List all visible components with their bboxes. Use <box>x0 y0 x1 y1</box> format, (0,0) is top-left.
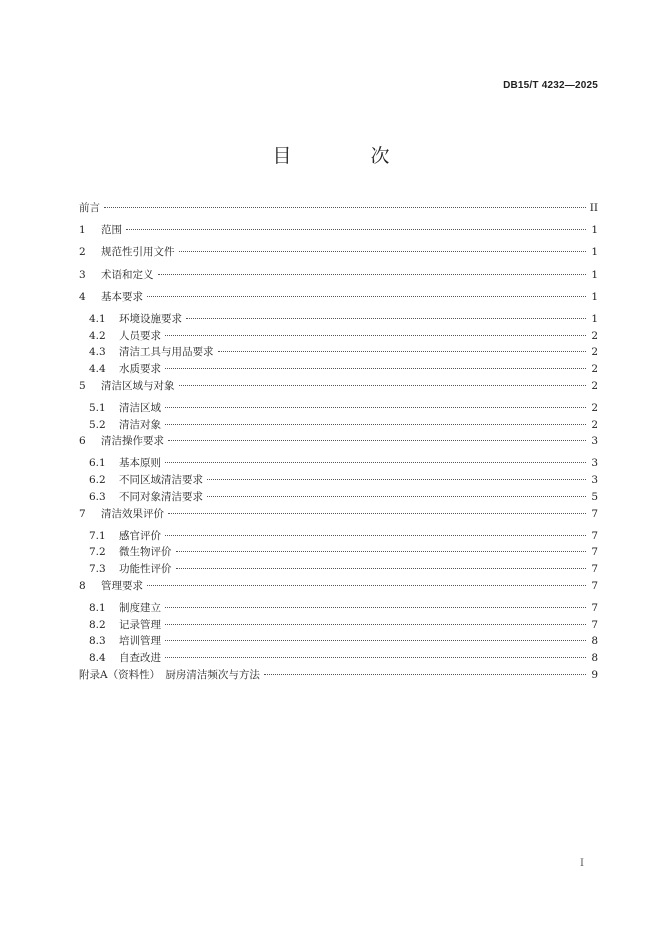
toc-entry-number: 7.3 <box>89 563 106 576</box>
toc-entry-number: 1 <box>79 224 86 237</box>
toc-entry-page: 3 <box>591 474 598 487</box>
toc-entry-title: 基本要求 <box>101 290 143 303</box>
toc-entry-title: 术语和定义 <box>101 268 154 281</box>
toc-entry[interactable] <box>79 267 598 289</box>
toc-entry-number: 7.1 <box>89 529 106 542</box>
toc-entry-title: 环境设施要求 <box>119 312 182 325</box>
toc-entry-title: 不同对象清洁要求 <box>119 490 203 503</box>
dot-leader <box>165 640 586 641</box>
toc-entry-title: 水质要求 <box>119 363 161 375</box>
toc-entry-number: 8.1 <box>89 601 106 614</box>
toc-entry-page: 7 <box>591 507 598 520</box>
toc-entry-number: 6.2 <box>89 474 106 487</box>
toc-entry-page: 5 <box>591 490 598 503</box>
toc-entry[interactable] <box>79 617 598 634</box>
toc-entry[interactable] <box>79 417 598 434</box>
toc-entry[interactable] <box>79 528 598 545</box>
toc-entry[interactable] <box>79 378 598 400</box>
toc-entry-title: 范围 <box>101 224 122 237</box>
toc-entry-title: 前言 <box>79 202 100 214</box>
toc-entry-title: 记录管理 <box>119 618 161 631</box>
toc-entry-number: 4.1 <box>89 312 106 325</box>
toc-entry[interactable] <box>79 244 598 266</box>
toc-entry-page: 2 <box>591 363 598 375</box>
toc-entry-page: 7 <box>591 529 598 542</box>
toc-entry-page: 1 <box>591 246 598 259</box>
dot-leader <box>165 462 586 463</box>
toc-entry-number: 8.2 <box>89 618 106 631</box>
dot-leader <box>165 624 586 625</box>
dot-leader <box>264 674 586 675</box>
toc-entry-number: 7.2 <box>89 546 106 559</box>
toc-entry-number: 5 <box>79 379 86 392</box>
dot-leader <box>126 229 586 230</box>
toc-entry-page: 2 <box>591 346 598 359</box>
dot-leader <box>165 657 586 658</box>
dot-leader <box>165 424 586 425</box>
toc-entry-page: 7 <box>591 618 598 631</box>
dot-leader <box>165 535 586 536</box>
dot-leader <box>168 440 586 441</box>
toc-entry-number: 8 <box>79 579 86 592</box>
toc-entry-number: 5.1 <box>89 401 106 414</box>
toc-entry[interactable] <box>79 489 598 506</box>
toc-entry-title: 不同区域清洁要求 <box>119 474 203 487</box>
toc-entry-number: 4.3 <box>89 346 106 359</box>
table-of-contents <box>79 200 598 689</box>
toc-entry-title: 清洁对象 <box>119 418 161 431</box>
toc-entry-page: II <box>589 202 598 214</box>
toc-entry-page: 7 <box>591 579 598 592</box>
dot-leader <box>176 568 587 569</box>
toc-entry-number: 6.3 <box>89 490 106 503</box>
toc-entry-page: 1 <box>591 290 598 303</box>
toc-entry-page: 2 <box>591 401 598 414</box>
toc-entry[interactable] <box>79 200 598 222</box>
dot-leader <box>218 351 587 352</box>
toc-entry[interactable] <box>79 311 598 328</box>
toc-entry[interactable] <box>79 361 598 378</box>
dot-leader <box>147 296 586 297</box>
toc-entry-number: 4 <box>79 290 86 303</box>
dot-leader <box>165 607 586 608</box>
toc-entry-page: 8 <box>591 652 598 664</box>
toc-entry-number: 6 <box>79 435 86 448</box>
dot-leader <box>207 479 586 480</box>
toc-entry-title: 清洁工具与用品要求 <box>119 346 214 359</box>
toc-entry-number: 6.1 <box>89 457 106 470</box>
toc-entry[interactable] <box>79 544 598 561</box>
toc-entry-page: 2 <box>591 418 598 431</box>
toc-entry-page: 2 <box>591 329 598 342</box>
toc-entry-number: 2 <box>79 246 86 259</box>
toc-entry-title: 微生物评价 <box>119 546 172 559</box>
page-number: I <box>580 858 584 869</box>
toc-entry-title: 附录A（资料性） 厨房清洁频次与方法 <box>79 668 260 681</box>
toc-entry[interactable] <box>79 455 598 472</box>
toc-entry[interactable] <box>79 506 598 528</box>
toc-entry-title: 管理要求 <box>101 579 143 592</box>
dot-leader <box>179 251 587 252</box>
dot-leader <box>104 207 586 208</box>
toc-entry-number: 8.4 <box>89 652 106 664</box>
toc-entry[interactable] <box>79 561 598 578</box>
toc-entry-page: 9 <box>591 668 598 681</box>
toc-entry[interactable] <box>79 222 598 244</box>
toc-entry-number: 3 <box>79 268 86 281</box>
toc-entry-title: 清洁操作要求 <box>101 435 164 448</box>
toc-entry-page: 7 <box>591 563 598 576</box>
toc-entry-page: 7 <box>591 601 598 614</box>
toc-entry-title: 功能性评价 <box>119 563 172 576</box>
toc-entry-page: 1 <box>591 312 598 325</box>
toc-entry-number: 7 <box>79 507 86 520</box>
dot-leader <box>186 318 586 319</box>
toc-entry-number: 5.2 <box>89 418 106 431</box>
toc-entry-title: 基本原则 <box>119 457 161 470</box>
toc-entry-page: 1 <box>591 268 598 281</box>
toc-entry-page: 8 <box>591 635 598 648</box>
toc-entry[interactable] <box>79 433 598 455</box>
dot-leader <box>165 407 586 408</box>
toc-entry-page: 3 <box>591 435 598 448</box>
dot-leader <box>176 551 587 552</box>
toc-entry-title: 人员要求 <box>119 329 161 342</box>
page-title: 目 次 <box>272 145 420 167</box>
toc-entry[interactable] <box>79 578 598 600</box>
toc-entry-number: 4.2 <box>89 329 106 342</box>
dot-leader <box>158 274 587 275</box>
toc-entry[interactable] <box>79 633 598 650</box>
dot-leader <box>147 585 586 586</box>
toc-entry[interactable] <box>79 328 598 345</box>
toc-entry[interactable] <box>79 344 598 361</box>
toc-entry[interactable] <box>79 472 598 489</box>
toc-entry[interactable] <box>79 667 598 689</box>
toc-entry[interactable] <box>79 400 598 417</box>
toc-entry-title: 清洁效果评价 <box>101 507 164 520</box>
toc-entry[interactable] <box>79 600 598 617</box>
toc-entry[interactable] <box>79 650 598 667</box>
toc-entry-page: 1 <box>591 224 598 237</box>
toc-entry[interactable] <box>79 289 598 311</box>
toc-entry-title: 自查改进 <box>119 652 161 664</box>
toc-entry-title: 规范性引用文件 <box>101 246 175 259</box>
toc-entry-title: 制度建立 <box>119 601 161 614</box>
toc-entry-page: 7 <box>591 546 598 559</box>
toc-entry-title: 清洁区域与对象 <box>101 379 175 392</box>
standard-code: DB15/T 4232—2025 <box>503 80 598 91</box>
toc-entry-title: 培训管理 <box>119 635 161 648</box>
dot-leader <box>165 335 586 336</box>
dot-leader <box>179 385 587 386</box>
toc-entry-number: 8.3 <box>89 635 106 648</box>
dot-leader <box>207 496 586 497</box>
toc-entry-page: 2 <box>591 379 598 392</box>
toc-entry-number: 4.4 <box>89 363 106 375</box>
toc-entry-title: 清洁区域 <box>119 401 161 414</box>
dot-leader <box>165 368 586 369</box>
dot-leader <box>168 513 586 514</box>
toc-entry-page: 3 <box>591 457 598 470</box>
toc-entry-title: 感官评价 <box>119 529 161 542</box>
